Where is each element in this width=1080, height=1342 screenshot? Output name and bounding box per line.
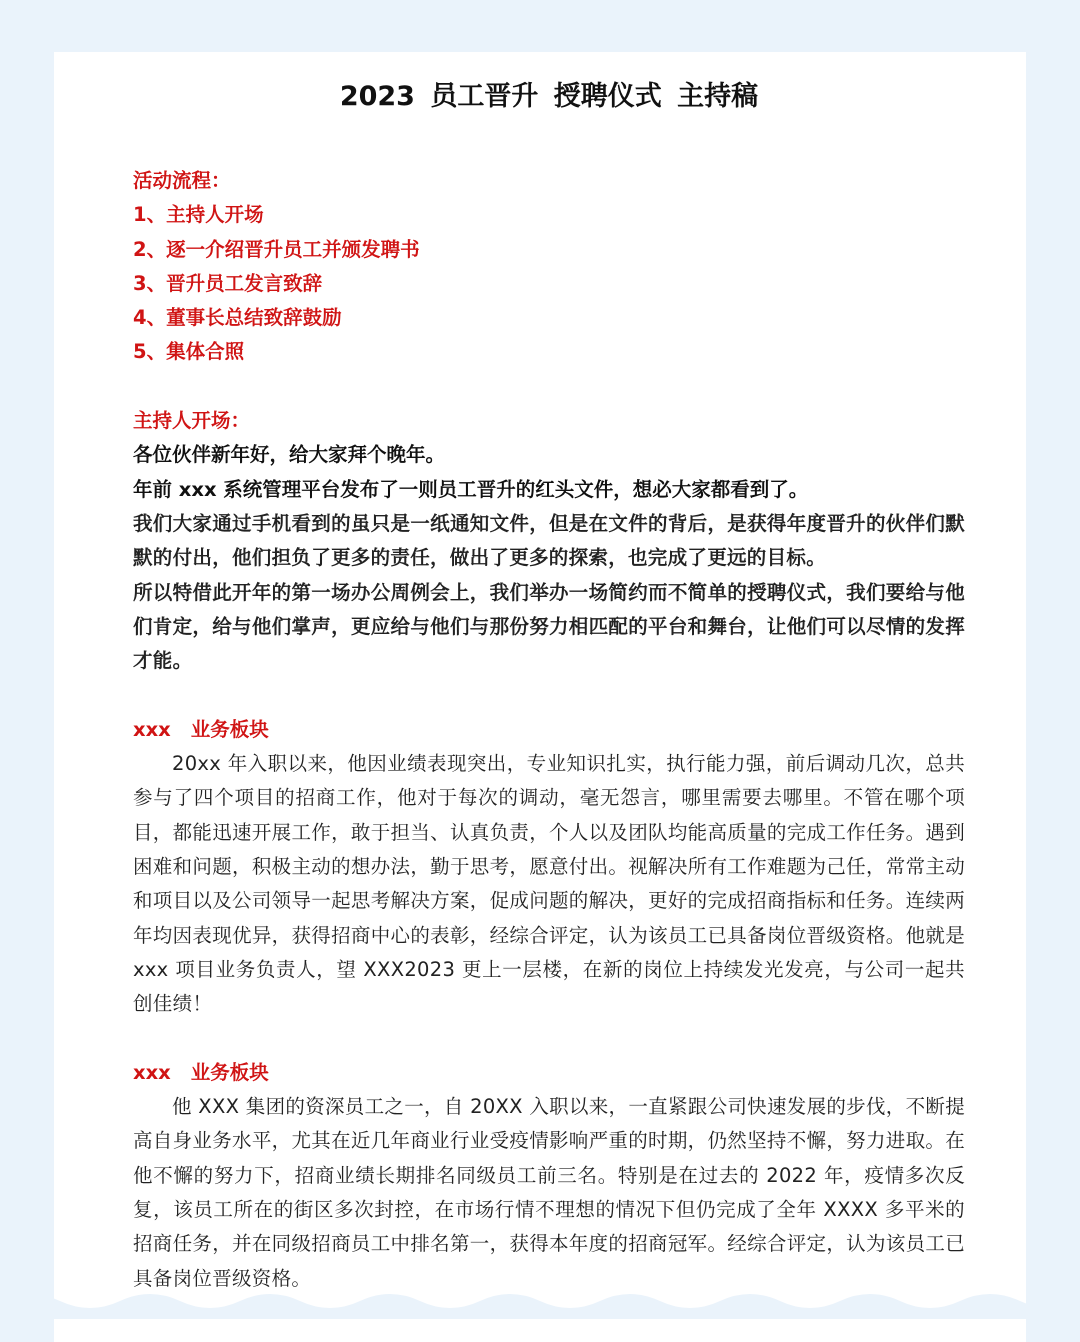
opening-paragraph: 所以特借此开年的第一场办公周例会上，我们举办一场简约而不简单的授聘仪式，我们要给与他们肯定，给与他们掌声，更应给与他们与那份努力相匹配的平台和舞台，让他们可以尽情的发挥才能。	[133, 580, 965, 673]
flow-item: 2、逐一介绍晋升员工并颁发聘书	[133, 237, 420, 261]
flow-item: 1、主持人开场	[133, 203, 264, 227]
spacer	[133, 678, 965, 712]
section-paragraph: 20xx 年入职以来，他因业绩表现突出，专业知识扎实，执行能力强，前后调动几次，总共参与了四个项目的招商工作，他对于每次的调动，毫无怨言，哪里需要去哪里。不管在哪个项目，都能迅速开展工作，敢于担当、认真负责，个人以及团队均能高质量的完成工作任务。遇到困难和问题，积极主动的想办法，勤于思考，愿意付出。视解决所有工作难题为己任，常常主动和项目以及公司领导一起思考解决方案，促成问题的解决，更好的完成招商指标和任务。连续两年均因表现优异，获得招商中心的表彰，经综合评定，认为该员工已具备岗位晋级资格。他就是 xxx 项目业务负责人，望 XXX2023 更上一层楼，在新的岗位上持续发光发亮，与公司一起共创佳绩！	[133, 752, 965, 1016]
section-unit: 业务板块	[190, 1060, 269, 1084]
section-heading	[133, 1056, 965, 1090]
flow-item: 4、董事长总结致辞鼓励	[133, 306, 342, 330]
spacer	[133, 1021, 965, 1055]
opening-line: 各位伙伴新年好，给大家拜个晚年。	[133, 443, 446, 467]
opening-paragraph: 我们大家通过手机看到的虽只是一纸通知文件，但是在文件的背后，是获得年度晋升的伙伴们默默的付出，他们担负了更多的责任，做出了更多的探索，也完成了更远的目标。	[133, 511, 965, 570]
document-page	[54, 52, 1026, 1342]
section-heading	[133, 713, 965, 747]
section-name: xxx	[133, 1060, 171, 1084]
section-unit: 业务板块	[190, 717, 269, 741]
opening-line: 年前 xxx 系统管理平台发布了一则员工晋升的红头文件，想必大家都看到了。	[133, 477, 809, 501]
wave-decoration	[0, 1279, 1080, 1319]
flow-item: 5、集体合照	[133, 340, 245, 364]
spacer	[133, 370, 965, 404]
document-content	[133, 77, 965, 1296]
section-name: xxx	[133, 717, 171, 741]
opening-heading: 主持人开场：	[133, 409, 251, 433]
flow-item: 3、晋升员工发言致辞	[133, 271, 323, 295]
flow-heading: 活动流程：	[133, 169, 231, 192]
page-title: 2023 员工晋升 授聘仪式 主持稿	[339, 81, 759, 112]
section-paragraph: 他 XXX 集团的资深员工之一，自 20XX 入职以来，一直紧跟公司快速发展的步伐，不断提高自身业务水平，尤其在近几年商业行业受疫情影响严重的时期，仍然坚持不懈，努力进取。在他不懈的努力下，招商业绩长期排名同级员工前三名。特别是在过去的 2022 年，疫情多次反复，该员工所在的街区多次封控，在市场行情不理想的情况下但仍完成了全年 XXXX 多平米的招商任务，并在同级招商员工中排名第一，获得本年度的招商冠军。经综合评定，认为该员工已具备岗位晋级资格。	[133, 1095, 965, 1290]
